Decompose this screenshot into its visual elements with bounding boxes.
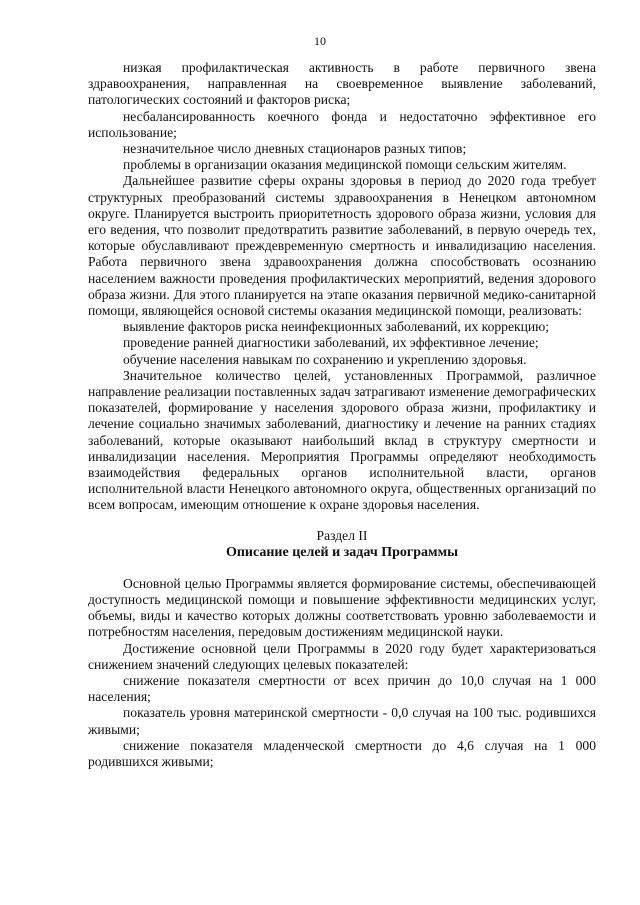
section-heading <box>88 527 596 561</box>
section-label: Раздел II <box>316 527 368 543</box>
paragraph-health-education: обучение населения навыкам по сохранению и укреплению здоровья. <box>123 351 527 367</box>
paragraph-risk-factors: выявление факторов риска неинфекционных заболеваний, их коррекцию; <box>123 319 550 335</box>
paragraph-main-goal: Основной целью Программы является формирование системы, обеспечивающей доступность медицинской помощи и повышение эффективности медицинских услуг, объемы, виды и качество которых должны соответствовать уровню заболеваемости и потребностям населения, передовым достижениям медицинской науки. <box>88 575 596 640</box>
paragraph-goal-achievement: Достижение основной цели Программы в 2020 году будет характеризоваться снижением значений следующих целевых показателей: <box>88 640 596 672</box>
paragraph-maternal-mortality: показатель уровня материнской смертности - 0,0 случая на 100 тыс. родившихся живыми; <box>88 705 596 737</box>
paragraph-program-goals: Значительное количество целей, установленных Программой, различное направление реализации поставленных задач затрагивают изменение демографических показателей, формирование у населения здорового образа жизни, профилактику и лечение социально значимых заболеваний, диагностику и лечение на ранних стадиях заболеваний, которые оказывают наибольший вклад в структуру смертности и инвалидизации населения. Мероприятия Программы определяют необходимость взаимодействия федеральных органов исполнительной власти, органов исполнительной власти Ненецкого автономного округа, общественных организаций по всем вопросам, имеющим отношение к охране здоровья населения. <box>88 367 596 513</box>
paragraph-infant-mortality: снижение показателя младенческой смертности до 4,6 случая на 1 000 родившихся живыми; <box>88 737 596 769</box>
paragraph-day-hospitals: незначительное число дневных стационаров разных типов; <box>123 141 467 157</box>
paragraph-early-diagnostics: проведение ранней диагностики заболеваний, их эффективное лечение; <box>123 335 539 351</box>
paragraph-further-development: Дальнейшее развитие сферы охраны здоровья в период до 2020 года требует структурных преобразований системы здравоохранения в Ненецком автономном округе. Планируется выстроить приоритетность здорового образа жизни, условия для его ведения, что позволит предотвратить развитие заболеваний, в первую очередь тех, которые обуславливают преждевременную смертность и инвалидизацию населения. Работа первичного звена здравоохранения должна способствовать осознанию населением важности проведения профилактических мероприятий, ведения здорового образа жизни. Для этого планируется на этапе оказания первичной медико-санитарной помощи, являющейся основой системы оказания медицинской помощи, реализовать: <box>88 173 596 319</box>
document-body <box>88 60 596 770</box>
page-number: 10 <box>314 34 326 48</box>
paragraph-weak-prevention: низкая профилактическая активность в работе первичного звена здравоохранения, направленная на своевременное выявление заболеваний, патологических состояний и факторов риска; <box>88 60 596 108</box>
paragraph-rural-care: проблемы в организации оказания медицинской помощи сельским жителям. <box>123 157 567 173</box>
section-title: Описание целей и задач Программы <box>225 544 459 560</box>
paragraph-bed-fund: несбалансированность коечного фонда и недостаточно эффективное его использование; <box>88 108 596 140</box>
paragraph-mortality-rate: снижение показателя смертности от всех причин до 10,0 случая на 1 000 населения; <box>88 672 596 705</box>
